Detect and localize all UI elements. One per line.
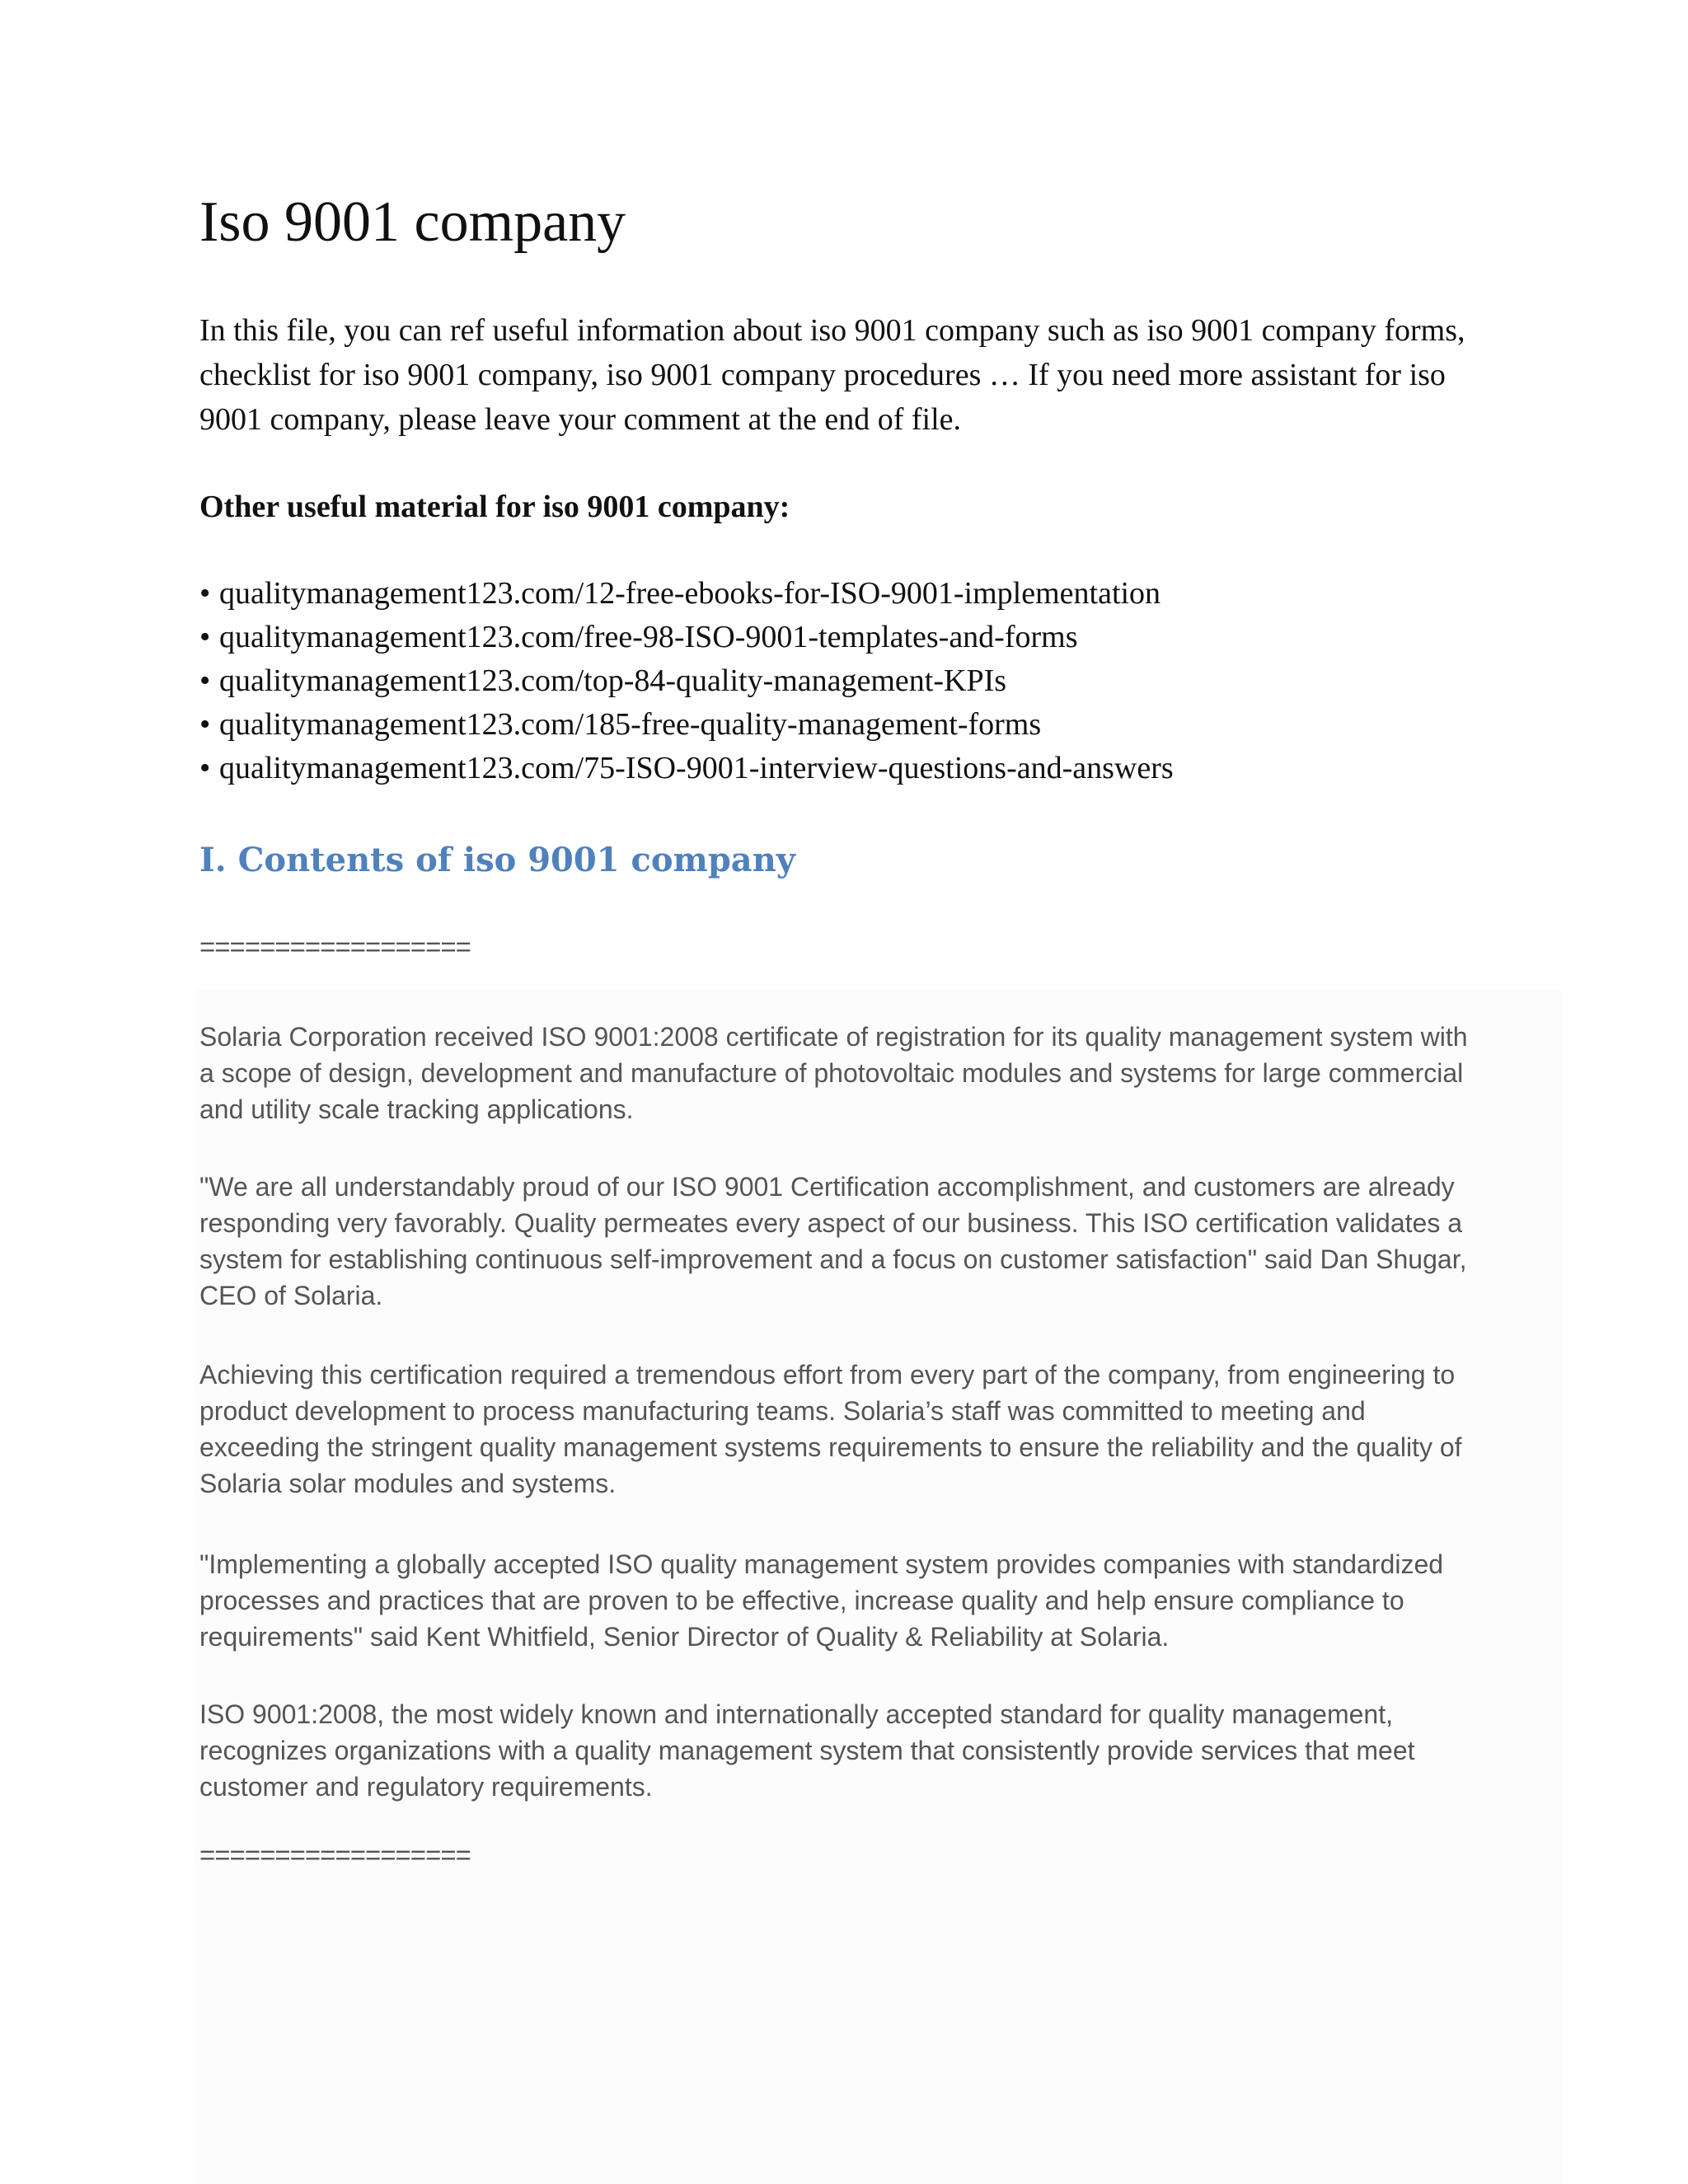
link-text[interactable]: qualitymanagement123.com/185-free-quality-management-forms [219, 707, 1042, 742]
bullet-icon: • [199, 620, 211, 654]
body-paragraph: Solaria Corporation received ISO 9001:2008 certificate of registration for its quality management system with a scope of design, development and manufacture of photovoltaic modules and systems for large commercial and utility scale tracking applications. [199, 1022, 1468, 1124]
link-text[interactable]: qualitymanagement123.com/12-free-ebooks-for-ISO-9001-implementation [219, 576, 1161, 611]
intro-paragraph: In this file, you can ref useful information about iso 9001 company such as iso 9001 company forms, checklist for iso 9001 company, iso 9001 company procedures … If you need more assistant for iso 9001 company, please leave your comment at the end of file. [199, 313, 1465, 437]
useful-links-list [199, 572, 1174, 790]
bullet-icon: • [199, 751, 211, 785]
link-text[interactable]: qualitymanagement123.com/top-84-quality-management-KPIs [219, 663, 1007, 698]
contents-heading: I. Contents of iso 9001 company [199, 841, 796, 879]
body-paragraph: "We are all understandably proud of our ISO 9001 Certification accomplishment, and customers are already responding very favorably. Quality permeates every aspect of our business. This ISO certification validates a system for establishing continuous self-improvement and a focus on customer satisfaction" said Dan Shugar, CEO of Solaria. [199, 1172, 1467, 1310]
link-text[interactable]: qualitymanagement123.com/free-98-ISO-9001-templates-and-forms [219, 620, 1078, 654]
link-item[interactable] [199, 659, 1174, 703]
bullet-icon: • [199, 707, 211, 742]
bullet-icon: • [199, 576, 211, 611]
separator-bottom: ================== [199, 1840, 471, 1870]
separator-top: ================== [199, 931, 471, 962]
bullet-icon: • [199, 663, 211, 698]
body-paragraph: Achieving this certification required a tremendous effort from every part of the company, from engineering to product development to process manufacturing teams. Solaria’s staff was committed to meeting and exceeding the stringent quality management systems requirements to ensure the reliability and the quality of Solaria solar modules and systems. [199, 1360, 1462, 1498]
body-paragraph: ISO 9001:2008, the most widely known and internationally accepted standard for quality management, recognizes organizations with a quality management system that consistently provide services that meet customer and regulatory requirements. [199, 1699, 1415, 1802]
link-text[interactable]: qualitymanagement123.com/75-ISO-9001-interview-questions-and-answers [219, 751, 1174, 785]
page-title: Iso 9001 company [199, 190, 626, 254]
body-paragraph: "Implementing a globally accepted ISO quality management system provides companies with standardized processes and practices that are proven to be effective, increase quality and help ensure compliance to requirements" said Kent Whitfield, Senior Director of Quality & Reliability at Solaria. [199, 1549, 1444, 1652]
link-item[interactable] [199, 616, 1174, 659]
other-material-heading: Other useful material for iso 9001 company: [199, 490, 790, 524]
link-item[interactable] [199, 703, 1174, 747]
link-item[interactable] [199, 572, 1174, 616]
link-item[interactable] [199, 747, 1174, 790]
